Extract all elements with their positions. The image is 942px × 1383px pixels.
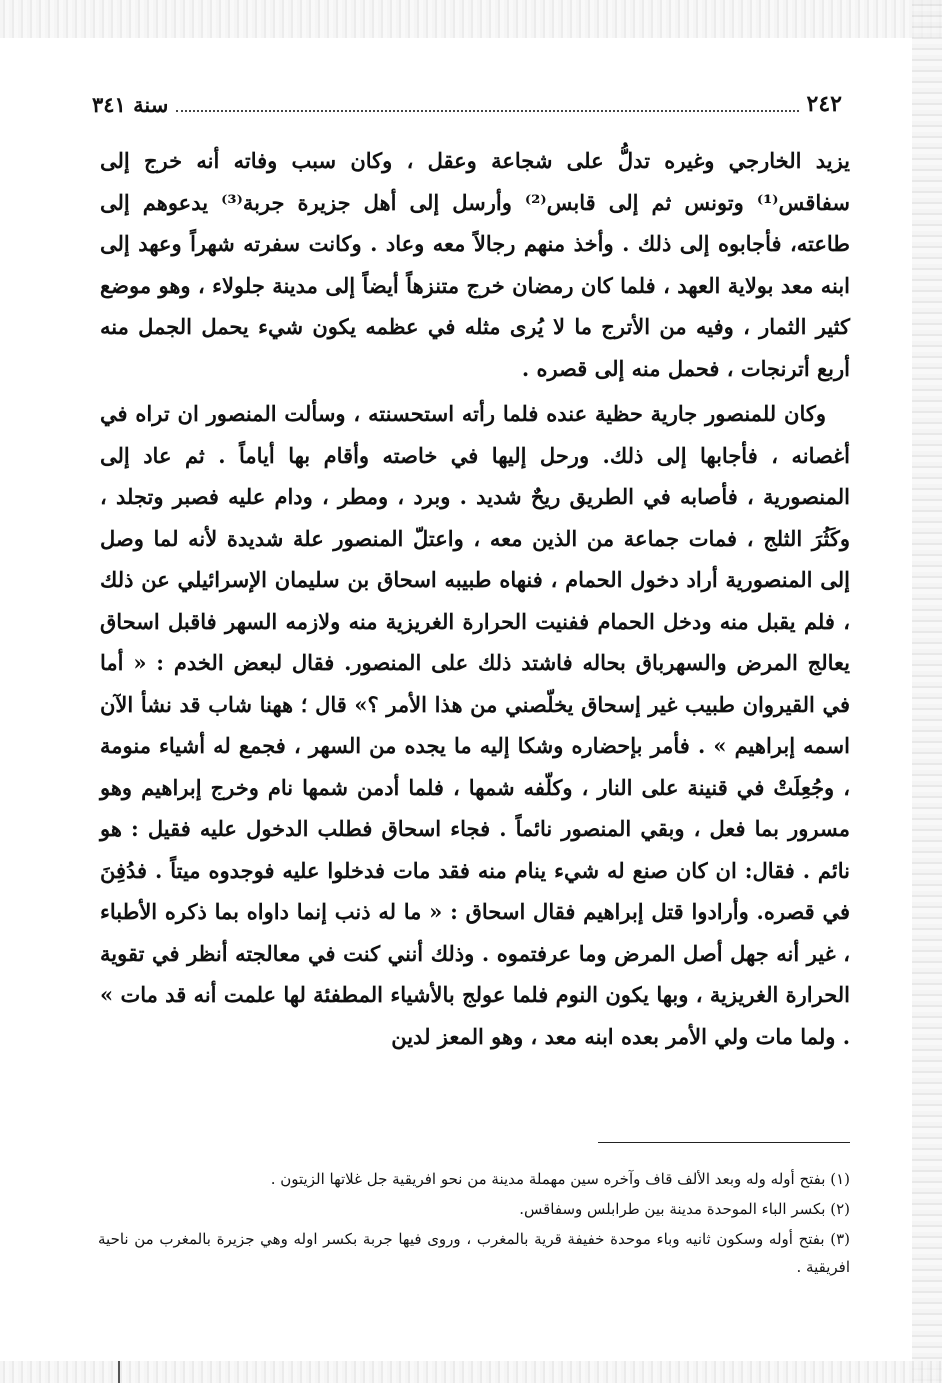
footnote-3: (٣) بفتح أوله وسكون ثانيه وباء موحدة خفيفة قرية بالمغرب ، وروى فيها جربة بكسر اوله وهي جزيرة بالمغرب من ناحية افريقية . (98, 1230, 850, 1276)
footnote-rule (598, 1142, 850, 1143)
gutter-mark (118, 1361, 120, 1383)
footnote-1: (١) بفتح أوله وله وبعد الألف قاف وآخره سين مهملة مدينة من نحو افريقية جل غلاتها الزيتون . (270, 1170, 850, 1188)
running-head-year: سنة ٣٤١ (92, 91, 169, 117)
page-header (92, 88, 842, 120)
footnote-2: (٢) بكسر الباء الموحدة مدينة بين طرابلس وسفاقس. (519, 1200, 850, 1218)
scan-edge-bottom (0, 1361, 942, 1383)
paragraph-2: وكان للمنصور جارية حظية عنده فلما رأته استحسنته ، وسألت المنصور ان تراه في أغصانه ، فأجابها إلى ذلك. ورحل إليها في خاصته وأقام بها أياماً . ثم عاد إلى المنصورية ، فأصابه في الطريق ريحٌ شديد . وبرد ، ومطر ، ودام عليه فصبر وتجلد ، وكَثُرَ الثلج ، فمات جماعة من الذين معه ، واعتلّ المنصور علة شديدة لأنه لما وصل إلى المنصورية أراد دخول الحمام ، فنهاه طبيبه اسحاق بن سليمان الإسرائيلي عن ذلك ، فلم يقبل منه ودخل الحمام ففنيت الحرارة الغريزية منه ولازمه السهر فاقبل اسحاق يعالج المرض والسهرباق بحاله فاشتد ذلك على المنصور. فقال لبعض الخدم : « أما في القيروان طبيب غير إسحاق يخلّصني من هذا الأمر ؟» قال ؛ ههنا شاب قد نشأ الآن اسمه إبراهيم » . فأمر بإحضاره وشكا إليه ما يجده من السهر ، فجمع له أشياء منومة ، وجُعِلَتْ في قنينة على النار ، وكلّفه شمها ، فلما أدمن شمها نام وخرج إبراهيم وهو مسرور بما فعل ، وبقي المنصور نائماً . فجاء اسحاق فطلب الدخول عليه فقيل : هو نائم . فقال: ان كان صنع له شيء ينام منه فقد مات فدخلوا عليه فوجدوه ميتاً . فدُفِنَ في قصره. وأرادوا قتل إبراهيم فقال اسحاق : « ما له ذنب إنما داواه بما ذكره الأطباء ، غير أنه جهل أصل المرض وما عرفتموه . وذلك أنني كنت في معالجته أنظر في تقوية الحرارة الغريزية ، وبها يكون النوم فلما عولج بالأشياء المطفئة لها علمت أنه قد مات » . ولما مات ولي الأمر بعده ابنه معد ، وهو المعز لدين (100, 401, 850, 1049)
paragraph-1: يزيد الخارجي وغيره تدلُّ على شجاعة وعقل ، وكان سبب وفاته أنه خرج إلى سفاقس⁽¹⁾ وتونس ثم إلى قابس⁽²⁾ وأرسل إلى أهل جزيرة جربة⁽³⁾ يدعوهم إلى طاعته، فأجابوه إلى ذلك . وأخذ منهم رجالاً معه وعاد . وكانت سفرته شهراً وعهد إلى ابنه معد بولاية العهد ، فلما كان رمضان خرج متنزهاً أيضاً إلى مدينة جلولاء ، وهو موضع كثير الثمار ، وفيه من الأترج ما لا يُرى مثله في عظمه يكون شيء يحمل الجمل منه أربع أترنجات ، فحمل منه إلى قصره . (100, 148, 850, 381)
page-number: ٢٤٢ (806, 91, 842, 117)
footnotes (98, 1165, 850, 1283)
main-text (100, 140, 850, 1057)
header-dotted-leader (176, 96, 798, 112)
scan-edge-top (0, 0, 942, 38)
scan-edge-right (912, 0, 942, 1383)
